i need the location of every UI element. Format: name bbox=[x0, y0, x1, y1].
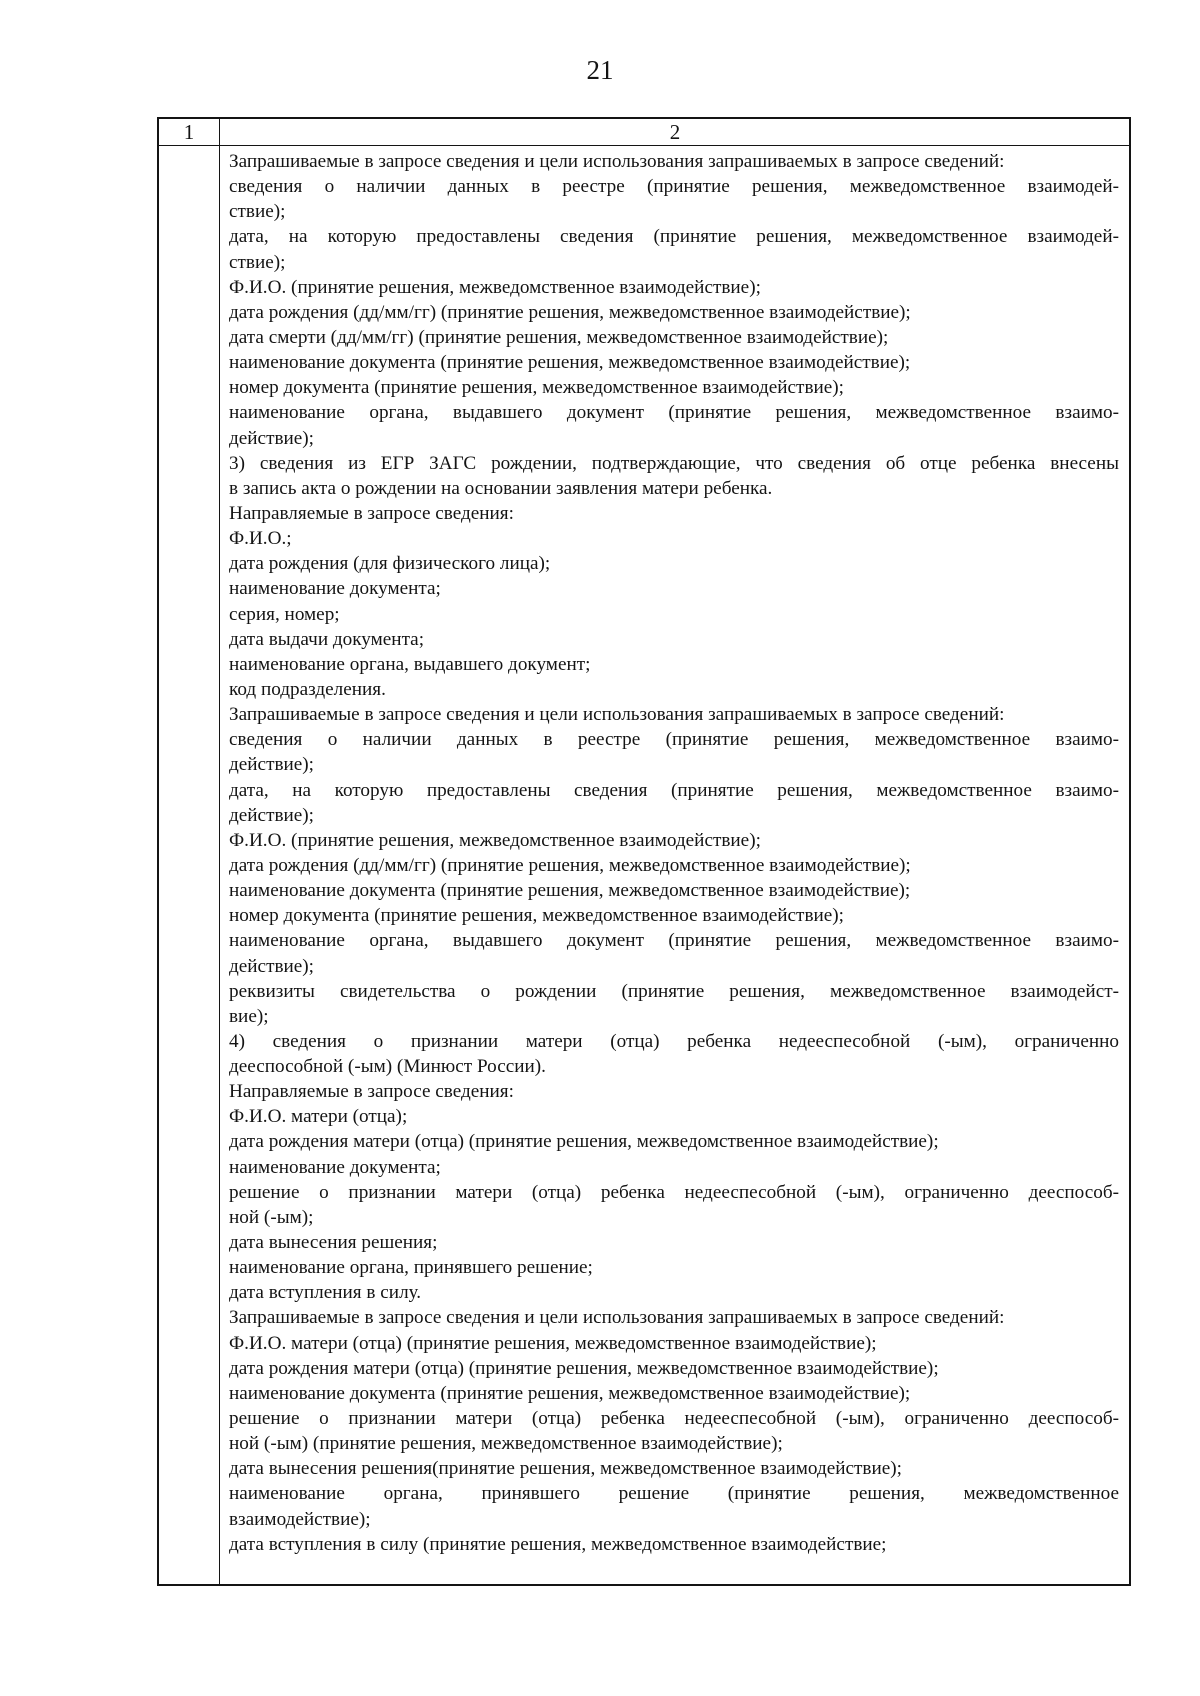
text-line: дата выдачи документа; bbox=[229, 628, 425, 650]
text-line: дата, на которую предоставлены сведения (принятие решения, межведомственное взаимо- bbox=[229, 779, 1119, 801]
text-line: код подразделения. bbox=[229, 678, 386, 700]
text-line: решение о признании матери (отца) ребенка недееспесобной (-ым), ограниченно дееспособ- bbox=[229, 1181, 1119, 1203]
table-cell-content bbox=[229, 149, 1119, 1557]
text-line: в запись акта о рождении на основании заявления матери ребенка. bbox=[229, 477, 773, 499]
text-line: Запрашиваемые в запросе сведения и цели использования запрашиваемых в запросе сведений: bbox=[229, 151, 1005, 172]
text-line: номер документа (принятие решения, межведомственное взаимодействие); bbox=[229, 905, 845, 927]
text-line: наименование органа, принявшего решение; bbox=[229, 1257, 593, 1279]
text-line: Запрашиваемые в запросе сведения и цели использования запрашиваемых в запросе сведений: bbox=[229, 1307, 1005, 1329]
text-line: наименование органа, выдавшего документ; bbox=[229, 653, 591, 675]
text-line: действие); bbox=[229, 427, 315, 449]
text-line: Направляемые в запросе сведения: bbox=[229, 1081, 514, 1103]
text-line: 3) сведения из ЕГР ЗАГС рождении, подтверждающие, что сведения об отце ребенка внесены bbox=[229, 452, 1119, 474]
text-line: Направляемые в запросе сведения: bbox=[229, 502, 514, 524]
text-line: дата смерти (дд/мм/гг) (принятие решения, межведомственное взаимодействие); bbox=[229, 326, 889, 348]
text-line: взаимодействие); bbox=[229, 1508, 371, 1530]
text-line: Запрашиваемые в запросе сведения и цели использования запрашиваемых в запросе сведений: bbox=[229, 704, 1005, 726]
text-line: наименование органа, выдавшего документ (принятие решения, межведомственное взаимо- bbox=[229, 930, 1119, 952]
text-line: наименование документа; bbox=[229, 578, 441, 600]
text-line: ствие); bbox=[229, 201, 286, 223]
document-table bbox=[157, 117, 1131, 1586]
column-divider bbox=[219, 119, 220, 1584]
text-line: наименование документа; bbox=[229, 1156, 441, 1178]
text-line: дата вынесения решения; bbox=[229, 1232, 438, 1254]
text-line: дееспособной (-ым) (Минюст России). bbox=[229, 1056, 546, 1078]
page-number: 21 bbox=[586, 55, 614, 85]
text-line: действие); bbox=[229, 804, 315, 826]
text-line: Ф.И.О.; bbox=[229, 528, 292, 550]
text-line: ной (-ым); bbox=[229, 1206, 314, 1228]
text-line: реквизиты свидетельства о рождении (принятие решения, межведомственное взаимодейст- bbox=[229, 980, 1119, 1002]
text-line: Ф.И.О. (принятие решения, межведомственное взаимодействие); bbox=[229, 276, 761, 298]
text-line: сведения о наличии данных в реестре (принятие решения, межведомственное взаимодей- bbox=[229, 176, 1119, 198]
text-line: ствие); bbox=[229, 251, 286, 273]
table-header-row bbox=[159, 119, 1129, 146]
text-line: дата рождения (для физического лица); bbox=[229, 553, 551, 575]
text-line: наименование органа, принявшего решение (принятие решения, межведомственное bbox=[229, 1483, 1119, 1505]
text-line: дата рождения (дд/мм/гг) (принятие решения, межведомственное взаимодействие); bbox=[229, 301, 911, 323]
text-line: дата рождения (дд/мм/гг) (принятие решения, межведомственное взаимодействие); bbox=[229, 854, 911, 876]
text-line: ной (-ым) (принятие решения, межведомственное взаимодействие); bbox=[229, 1433, 783, 1455]
text-line: сведения о наличии данных в реестре (принятие решения, межведомственное взаимо- bbox=[229, 729, 1119, 751]
text-line: решение о признании матери (отца) ребенка недееспесобной (-ым), ограниченно дееспособ- bbox=[229, 1408, 1119, 1430]
text-line: наименование документа (принятие решения, межведомственное взаимодействие); bbox=[229, 880, 911, 902]
text-line: наименование документа (принятие решения, межведомственное взаимодействие); bbox=[229, 1382, 911, 1404]
text-line: наименование органа, выдавшего документ (принятие решения, межведомственное взаимо- bbox=[229, 402, 1119, 424]
column-header-2: 2 bbox=[669, 120, 681, 144]
text-line: Ф.И.О. матери (отца) (принятие решения, межведомственное взаимодействие); bbox=[229, 1332, 877, 1354]
text-line: действие); bbox=[229, 955, 315, 977]
text-line: дата рождения матери (отца) (принятие решения, межведомственное взаимодействие); bbox=[229, 1131, 939, 1153]
text-line: Ф.И.О. матери (отца); bbox=[229, 1106, 408, 1128]
text-line: номер документа (принятие решения, межведомственное взаимодействие); bbox=[229, 377, 845, 399]
column-header-1: 1 bbox=[183, 120, 195, 144]
text-line: дата, на которую предоставлены сведения (принятие решения, межведомственное взаимодей- bbox=[229, 226, 1119, 248]
text-line: серия, номер; bbox=[229, 603, 340, 625]
text-line: действие); bbox=[229, 754, 315, 776]
text-line: наименование документа (принятие решения, межведомственное взаимодействие); bbox=[229, 352, 911, 374]
text-line: дата рождения матери (отца) (принятие решения, межведомственное взаимодействие); bbox=[229, 1357, 939, 1379]
text-line: дата вступления в силу. bbox=[229, 1282, 422, 1304]
text-line: Ф.И.О. (принятие решения, межведомственное взаимодействие); bbox=[229, 829, 761, 851]
text-line: дата вынесения решения(принятие решения, межведомственное взаимодействие); bbox=[229, 1458, 902, 1480]
text-line: дата вступления в силу (принятие решения, межведомственное взаимодействие; bbox=[229, 1533, 887, 1555]
text-line: 4) сведения о признании матери (отца) ребенка недееспесобной (-ым), ограниченно bbox=[229, 1030, 1119, 1052]
text-line: вие); bbox=[229, 1005, 269, 1027]
